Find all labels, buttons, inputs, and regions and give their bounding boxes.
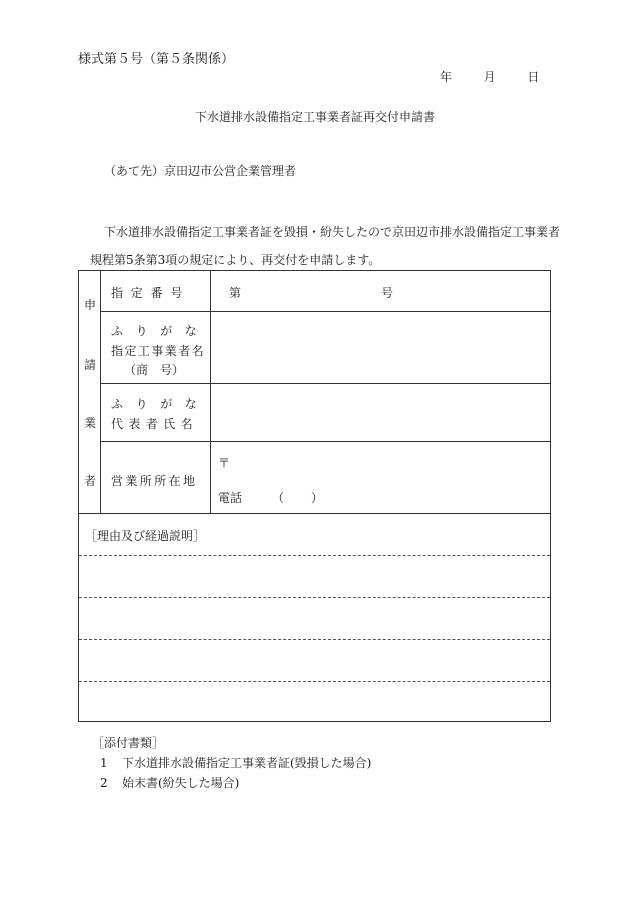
row-divider (79, 513, 550, 514)
body-text-line-2: 規程第5条第3項の規定により、再交付を申請します。 (90, 253, 381, 267)
reason-line (79, 639, 550, 640)
business-name-sub: （商 号） (124, 363, 185, 377)
business-name-label: 指定工事業者名 (111, 344, 206, 358)
date-year: 年 (440, 70, 453, 84)
applicant-char: 業 (84, 416, 97, 430)
row-divider (100, 311, 550, 312)
applicant-char: 申 (84, 298, 97, 312)
reason-line (79, 681, 550, 682)
attachment-item (100, 774, 239, 791)
attachment-text: 下水道排水設備指定工事業者証(毀損した場合) (122, 756, 372, 770)
row-divider (100, 441, 550, 442)
applicant-char: 請 (84, 358, 97, 372)
reason-line (79, 597, 550, 598)
business-name-furigana: ふりがな (111, 324, 210, 338)
designation-number-prefix: 第 (229, 286, 242, 300)
body-text-line-1: 下水道排水設備指定工事業者証を毀損・紛失したので京田辺市排水設備指定工事業者 (104, 225, 561, 239)
phone-paren-close: ） (311, 491, 324, 505)
addressee: （あて先）京田辺市公営企業管理者 (104, 164, 297, 178)
office-address-label: 営業所所在地 (111, 474, 198, 488)
designation-number-label: 指定番号 (111, 286, 191, 300)
row-divider (100, 383, 550, 384)
representative-furigana: ふりがな (111, 397, 210, 411)
attachment-item (100, 754, 371, 771)
designation-number-suffix: 号 (381, 286, 394, 300)
representative-label: 代表者氏名 (111, 417, 199, 431)
attachment-text: 始末書(紛失した場合) (122, 776, 240, 790)
date-line (440, 68, 539, 85)
col-divider (210, 271, 211, 513)
date-day: 日 (527, 70, 540, 84)
attachments-heading: ［添付書類］ (92, 736, 165, 750)
date-month: 月 (483, 70, 496, 84)
application-table (78, 270, 551, 722)
applicant-char: 者 (84, 474, 97, 488)
reason-line (79, 555, 550, 556)
reason-label: ［理由及び経過説明］ (85, 529, 206, 543)
attachment-number: 1 (100, 756, 108, 770)
document-title: 下水道排水設備指定工事業者証再交付申請書 (194, 110, 435, 124)
phone-paren-open: （ (272, 491, 285, 505)
form-number: 様式第５号（第５条関係） (78, 52, 235, 67)
attachment-number: 2 (100, 776, 108, 790)
col-divider (100, 271, 101, 513)
postal-mark: 〒 (218, 456, 231, 470)
phone-label: 電話 (218, 491, 243, 505)
